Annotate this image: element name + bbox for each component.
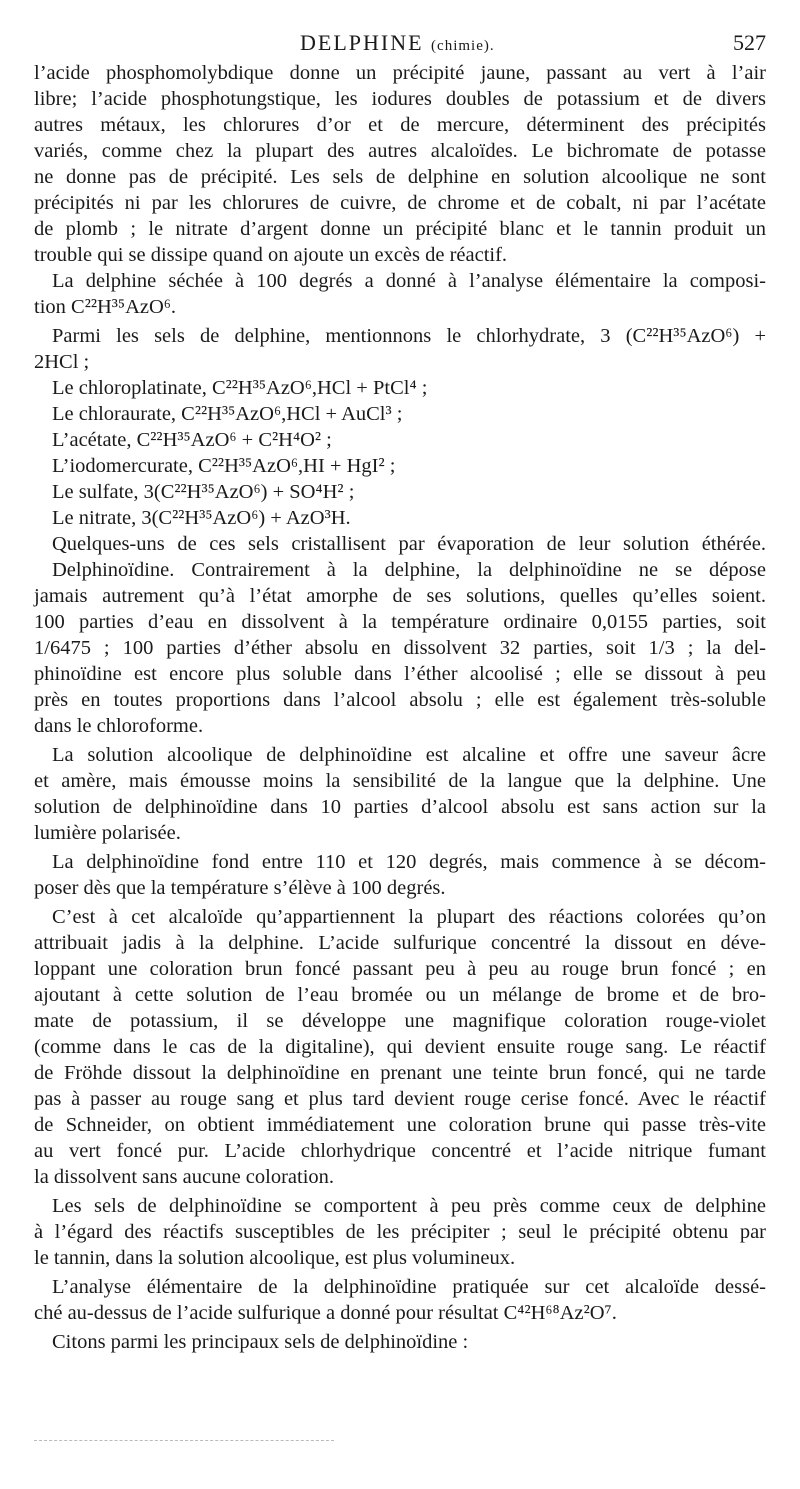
text-line: La delphine séchée à 100 degrés a donné à l’analyse élémentaire la composi-: [52, 270, 766, 292]
section-heading-line: Delphinoïdine. Contrairement à la delphine, la delphinoïdine ne se dépose: [52, 559, 766, 581]
text-line: 1/6475 ; 100 parties d’éther absolu en dissolvent 32 parties, soit 1/3 ; la del-: [34, 637, 766, 659]
text-line: poser dès que la température s’élève à 100 degrés.: [34, 877, 446, 899]
text-line: variés, comme chez la plupart des autres alcaloïdes. Le bichromate de potasse: [34, 140, 766, 162]
text-line: (comme dans le cas de la digitaline), qui devient ensuite rouge sang. Le réactif: [34, 1036, 766, 1058]
text-line: loppant une coloration brun foncé passant peu à peu au rouge brun foncé ; en: [34, 958, 766, 980]
text-line: le tannin, dans la solution alcoolique, est plus volumineux.: [34, 1247, 516, 1269]
text-line: ne donne pas de précipité. Les sels de delphine en solution alcoolique ne sont: [34, 166, 766, 188]
body-text: [34, 60, 766, 1355]
salt-list-item: Le chloraurate, C²²H³⁵AzO⁶,HCl + AuCl³ ;: [52, 403, 403, 425]
text-line: l’acide phosphomolybdique donne un précipité jaune, passant au vert à l’air: [34, 62, 766, 84]
text-line: à l’égard des réactifs susceptibles de les précipiter ; seul le précipité obtenu par: [34, 1221, 766, 1243]
text-line: de plomb ; le nitrate d’argent donne un précipité blanc et le tannin produit un: [34, 218, 766, 240]
text-line: la dissolvent sans aucune coloration.: [34, 1166, 335, 1188]
running-header: [0, 30, 800, 56]
salt-list-item: Le sulfate, 3(C²²H³⁵AzO⁶) + SO⁴H² ;: [52, 481, 355, 503]
text-line: phinoïdine est encore plus soluble dans l’éther alcoolisé ; elle se dissout à peu: [34, 663, 766, 685]
text-line: au vert foncé pur. L’acide chlorhydrique concentré et l’acide nitrique fumant: [34, 1140, 766, 1162]
text-line: Les sels de delphinoïdine se comportent à peu près comme ceux de delphine: [52, 1195, 766, 1217]
text-line: L’analyse élémentaire de la delphinoïdine pratiquée sur cet alcaloïde dessé-: [52, 1276, 766, 1298]
text-line: solution de delphinoïdine dans 10 parties d’alcool absolu est sans action sur la: [34, 796, 766, 818]
text-line: autres métaux, les chlorures d’or et de mercure, déterminent des précipités: [34, 114, 766, 136]
text-line: de Schneider, on obtient immédiatement une coloration brune qui passe très-vite: [34, 1114, 766, 1136]
text-line: Quelques-uns de ces sels cristallisent par évaporation de leur solution éthérée.: [52, 533, 766, 555]
text-line: C’est à cet alcaloïde qu’appartiennent la plupart des réactions colorées qu’on: [52, 906, 766, 928]
text-line: lumière polarisée.: [34, 822, 181, 844]
salt-list-item: L’acétate, C²²H³⁵AzO⁶ + C²H⁴O² ;: [52, 429, 332, 451]
page-bottom-rule: [34, 1440, 334, 1445]
text-line: Parmi les sels de delphine, mentionnons le chlorhydrate, 3 (C²²H³⁵AzO⁶) +: [52, 325, 766, 347]
text-line: ajoutant à cette solution de l’eau bromée ou un mélange de brome et de bro-: [34, 984, 766, 1006]
text-line: mate de potassium, il se développe une magnifique coloration rouge-violet: [34, 1010, 766, 1032]
text-line: ché au-dessus de l’acide sulfurique a donné pour résultat C⁴²H⁶⁸Az²O⁷.: [34, 1302, 617, 1324]
text-line: La solution alcoolique de delphinoïdine est alcaline et offre une saveur âcre: [52, 744, 766, 766]
text-line: jamais autrement qu’à l’état amorphe de ses solutions, quelles qu’elles soient.: [34, 585, 766, 607]
text-line: précipités ni par les chlorures de cuivre, de chrome et de cobalt, ni par l’acétate: [34, 192, 766, 214]
running-title: DELPHINE (chimie).: [300, 30, 495, 55]
running-subtitle: (chimie).: [431, 38, 495, 54]
salt-list-item: L’iodomercurate, C²²H³⁵AzO⁶,HI + HgI² ;: [52, 455, 396, 477]
text-line: 100 parties d’eau en dissolvent à la température ordinaire 0,0155 parties, soit: [34, 611, 766, 633]
text-line: dans le chloroforme.: [34, 715, 204, 737]
text-line: près en toutes proportions dans l’alcool absolu ; elle est également très-soluble: [34, 689, 766, 711]
salt-list-item: Le nitrate, 3(C²²H³⁵AzO⁶) + AzO³H.: [52, 507, 351, 529]
text-line: tion C²²H³⁵AzO⁶.: [34, 296, 177, 318]
text-line: Citons parmi les principaux sels de delphinoïdine :: [52, 1331, 469, 1353]
text-line: attribuait jadis à la delphine. L’acide sulfurique concentré la dissout en déve-: [34, 932, 766, 954]
text-line: La delphinoïdine fond entre 110 et 120 degrés, mais commence à se décom-: [52, 851, 766, 873]
text-line: libre; l’acide phosphotungstique, les iodures doubles de potassium et de divers: [34, 88, 766, 110]
page-number: 527: [733, 30, 766, 55]
text-line: de Fröhde dissout la delphinoïdine en prenant une teinte brun foncé, qui ne tarde: [34, 1062, 766, 1084]
text-line: et amère, mais émousse moins la sensibilité de la langue que la delphine. Une: [34, 770, 766, 792]
text-line: 2HCl ;: [34, 351, 90, 373]
text-line: pas à passer au rouge sang et plus tard devient rouge cerise foncé. Avec le réactif: [34, 1088, 766, 1110]
salt-list-item: Le chloroplatinate, C²²H³⁵AzO⁶,HCl + PtCl⁴ ;: [52, 377, 428, 399]
text-line: trouble qui se dissipe quand on ajoute un excès de réactif.: [34, 244, 508, 266]
